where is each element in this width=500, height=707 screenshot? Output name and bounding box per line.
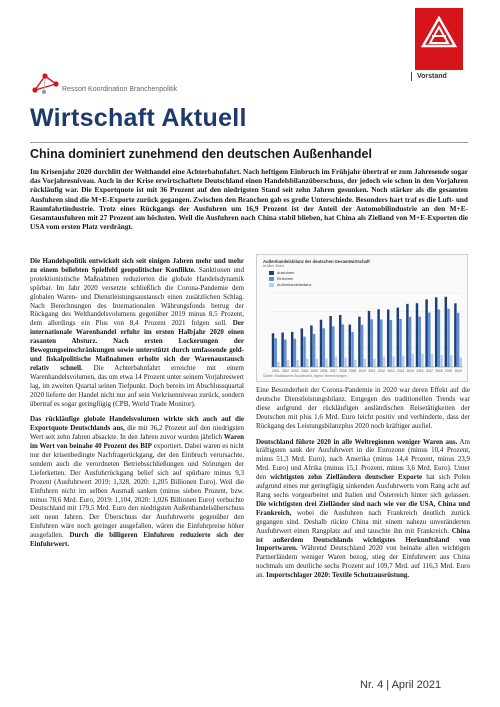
bar <box>303 337 305 367</box>
bar <box>313 334 315 367</box>
bar <box>383 357 385 367</box>
right-paragraph-1: Eine Besonderheit der Corona-Pandemie in 2020 war deren Effekt auf die deutsche Dienstleistungsbilanz. Entgegen des traditionellen Trends war diese aufgrund der rückläufigen ausländischen Reisetätigkeiten der Deutschen mit plus 1,6 Mrd. Euro leicht positiv und verhinderte, dass der Rückgang des Leistungsbilanzplus 2020 noch kräftiger ausfiel. <box>256 386 470 430</box>
bar <box>377 309 379 367</box>
legend-label: Ausfuhren <box>277 271 295 275</box>
bar <box>354 360 356 367</box>
x-tick-label: 2012 <box>377 369 385 373</box>
text-bold: Importschlager 2020: Textile Schutzausrüstung. <box>266 571 410 580</box>
text-bold: Der internationale Warenhandel erfuhr im ersten Halbjahr 2020 einen rasanten Absturz. Nach ersten Lockerungen der Bewegungseinschränkungen sowie unterstützt durch umfassende geld- und fiskalpolitische Maßnahmen erholte sich der Warenaustausch relativ schnell. <box>30 319 244 372</box>
vorstand-label: Vorstand <box>411 72 496 81</box>
bar <box>281 333 283 367</box>
x-tick-label: 2015 <box>406 369 414 373</box>
x-tick-label: 2003 <box>291 369 299 373</box>
bar <box>342 324 344 367</box>
text-bold: wichtigsten zehn Zielländern deutscher Exporte <box>270 473 423 482</box>
left-paragraph-2 <box>30 415 244 549</box>
bar <box>418 317 420 367</box>
ressort-network-icon <box>30 70 60 96</box>
bar <box>392 357 394 367</box>
bar <box>301 328 303 367</box>
trade-balance-chart <box>256 254 468 382</box>
ressort-label: Ressort Koordination Branchenpolitik <box>62 86 178 93</box>
bar <box>431 354 433 367</box>
article-headline: China dominiert zunehmend den deutschen Außenhandel <box>30 147 372 161</box>
bar <box>390 320 392 367</box>
x-tick-label: 2006 <box>320 369 328 373</box>
bar <box>284 340 286 367</box>
bar <box>361 325 363 367</box>
bar <box>358 317 360 367</box>
chart-unit: in Mrd. Euro <box>263 264 284 268</box>
bar <box>421 354 423 367</box>
bar <box>402 356 404 367</box>
bar <box>370 319 372 367</box>
bar <box>425 299 427 367</box>
bar <box>274 338 276 367</box>
bar <box>438 309 440 367</box>
bar <box>294 339 296 367</box>
x-tick-label: 2001 <box>272 369 280 373</box>
bar <box>306 359 308 367</box>
left-column <box>30 257 244 556</box>
bar <box>272 333 274 367</box>
masthead-title: Wirtschaft Aktuell <box>30 104 247 132</box>
bar <box>460 358 462 367</box>
text-bold: Durch die billigeren Einfuhren reduzierte sich der Einfuhrwert. <box>30 531 245 549</box>
bar <box>387 309 389 367</box>
x-tick-label: 2018 <box>435 369 443 373</box>
chart-plot <box>257 255 469 383</box>
bar <box>335 357 337 367</box>
bar <box>409 317 411 367</box>
bar <box>344 358 346 367</box>
bar <box>351 332 353 367</box>
bar <box>428 313 430 367</box>
text: Während Deutschland 2020 von beinahe allen wichtigen Partnerländern weniger Waren bezog, stieg der Einfuhrwert aus China nochmals um deutliche sechs Prozent auf 109,7 Mrd. auf 116,3 Mrd. Euro an. <box>256 544 470 580</box>
text: Sanktionen und protektionistische Maßnahmen reduzierten die globale Handelsdynamik spürbar. Im Jahr 2020 versetzte schließlich die Corona-Pandemie dem globalen Waren- und Dienstleistungsaustausch einen zusätzlichen Schlag. Nach Berechnungen des Internationalen Währungsfonds betrug der Rückgang des Welthandelsvolumens gegenüber 2019 minus 8,5 Prozent, dem allerdings ein Plus von 8,4 Prozent 2021 folgen soll. <box>30 265 245 328</box>
text-bold: Die wichtigsten drei Zielländer sind nach wie vor die USA, China und Frankreich, <box>256 499 470 517</box>
bar <box>368 311 370 367</box>
bar <box>332 326 334 367</box>
bar <box>291 332 293 367</box>
x-tick-label: 2005 <box>310 369 318 373</box>
x-tick-label: 2011 <box>368 369 376 373</box>
issue-number: Nr. 4 | April 2021 <box>360 679 442 691</box>
bar <box>447 309 449 367</box>
bar <box>412 354 414 367</box>
bar <box>325 359 327 367</box>
text-bold: China ist außerdem Deutschlands wichtigstes Herkunftsland von Importwaren. <box>256 526 470 553</box>
bar <box>320 320 322 367</box>
text: wobei die Ausfuhren nach Frankreich deutlich zurück gegangen sind. Deshalb rückte China mit einem nahezu unveränderten Ausfuhrwert einen Rangplatz auf und tauschte ihn mit Frankreich. <box>256 508 470 535</box>
lead-paragraph: Im Krisenjahr 2020 durchlitt der Welthandel eine Achterbahnfahrt. Nach heftigem Einbruch im Frühjahr übertraf er zum Jahresende sogar das Vorjahresniveau. Auch in der Krise erwirtschaftete Deutschland einen Handelsbilanzüberschuss, der jedoch wie schon in den Vorjahren rückläufig war. Die Exportquote ist mit 36 Prozent auf den niedrigsten Stand seit zehn Jahren gesunken. Noch stärker als die gesamten Ausfuhren sind die M+E-Exporte zurück gegangen. Zwischen den Branchen gab es große Unterschiede. Besonders hart traf es die Luft- und Raumfahrtindustrie. Trotz eines Rückgangs der Ausfuhren um 16,9 Prozent ist der Anteil der Automobilindustrie an den M+E-Gesamtausfuhren mit 27 Prozent am höchsten. Weil die Ausfuhren nach China stabil blieben, hat China als Zielland von M+E-Exporten die USA vom ersten Platz verdrängt. <box>30 167 468 232</box>
text-bold: Das rückläufige globale Handelsvolumen wirkte sich auch auf die Exportquote Deutschlands aus, <box>30 415 244 433</box>
left-paragraph-1 <box>30 257 244 408</box>
x-tick-label: 2008 <box>339 369 347 373</box>
x-tick-label: 2016 <box>416 369 424 373</box>
x-tick-label: 2014 <box>397 369 405 373</box>
bar <box>435 297 437 367</box>
bar <box>349 325 351 367</box>
text: exportiert. Dabei waren es nicht nur der krisenbedingte Nachfragerückgang, der den Einbruch verursachte, sondern auch die verordneten Betriebsschließungen und Störungen der Lieferketten. Der Ausfuhrrückgang belief sich auf spürbare minus 9,3 Prozent (Ausfuhrwert 2019: 1,328, 2020: 1,205 Billionen Euro). Weil die Einfuhren nicht im selben Ausmaß sanken (minus sieben Prozent, bzw. minus 78,6 Mrd. Euro, 2019: 1,104, 2020: 1,026 Billionen Euro) verbuchte Deutschland mit 179,5 Mrd. Euro den niedrigsten Außenhandelsüberschuss seit neun Jahren. Der Überschuss der Ausfuhrwerte gegenüber den Einfuhren wäre noch geringer ausgefallen, wären die Einfuhrpreise höher ausgefallen. <box>30 442 244 540</box>
bar <box>277 362 279 367</box>
bar <box>457 313 459 367</box>
right-paragraph-2 <box>256 438 470 581</box>
bar <box>296 360 298 367</box>
x-tick-label: 2013 <box>387 369 395 373</box>
bar <box>450 355 452 367</box>
chart-source: Quelle: Statistisches Bundesamt, eigene Berechnungen <box>263 374 347 378</box>
x-tick-label: 2004 <box>301 369 309 373</box>
legend-label: Außenhandelsbilanz <box>277 283 312 287</box>
bar <box>445 297 447 367</box>
text: die mit 36,2 Prozent auf den niedrigsten Wert seit zehn Jahren absackte. In den Jahren zuvor wurden jährlich <box>30 424 244 442</box>
bar <box>373 359 375 367</box>
bar <box>329 316 331 367</box>
bar <box>316 359 318 367</box>
text-bold: Waren im Wert von beinahe 40 Prozent des BIP <box>30 433 244 451</box>
x-tick-label: 2020 <box>454 369 462 373</box>
divider <box>30 142 468 143</box>
text-bold: Deutschland führte 2020 in alle Weltregionen weniger Waren aus. <box>256 437 458 446</box>
logo-mark-icon <box>421 16 457 52</box>
bar <box>310 325 312 367</box>
bar <box>440 355 442 367</box>
bar <box>364 359 366 367</box>
bar <box>416 303 418 367</box>
x-tick-label: 2009 <box>349 369 357 373</box>
bar <box>399 319 401 367</box>
ig-metall-logo <box>415 8 463 70</box>
legend-label: Einfuhren <box>277 277 294 281</box>
bar <box>380 319 382 367</box>
x-tick-label: 2007 <box>329 369 337 373</box>
bar <box>339 315 341 367</box>
bar <box>454 303 456 367</box>
text: Am kräftigsten sank der Ausfuhrwert in die Eurozone (minus 10,4 Prozent, minus 51,3 Mrd. Euro), nach Amerika (minus 14,4 Prozent, minus 23,9 Mrd. Euro) und Afrika (minus 15,1 Prozent, minus 3,6 Mrd. Euro). Unter den <box>256 437 470 482</box>
text-bold: Die Handelspolitik entwickelt sich seit einigen Jahren mehr und mehr zu einem beliebten Spielfeld geopolitischer Konflikte. <box>30 257 244 274</box>
bar <box>397 308 399 367</box>
chart-title: Außenhandelsbilanz der deutschen Gesamtwirtschaft <box>263 259 370 264</box>
x-tick-label: 2002 <box>281 369 289 373</box>
text: hat sich Polen aufgrund eines nur geringfügig sinkenden Ausfuhrwerts vom Rang acht auf Rang sechs vorgearbeitet und Italien und Österreich hinter sich gelassen. <box>256 473 470 499</box>
x-tick-label: 2010 <box>358 369 366 373</box>
bar <box>322 328 324 367</box>
bar <box>287 360 289 367</box>
right-column <box>256 386 470 587</box>
x-tick-label: 2017 <box>425 369 433 373</box>
text: Die Achterbahnfahrt erreichte mit einem Warenhandelsvolumen, das um etwa 14 Prozent unter seinem Vorjahreswert lag, im zweiten Quartal seinen Tiefpunkt. Doch bereits im Abschlussquartal 2020 lieferte der Handel nicht nur auf sein Vorkrisenniveau zurück, sondern übertraf es sogar geringfügig (CPB, World Trade Monitor). <box>30 363 244 408</box>
bar <box>406 304 408 367</box>
x-tick-label: 2019 <box>445 369 453 373</box>
